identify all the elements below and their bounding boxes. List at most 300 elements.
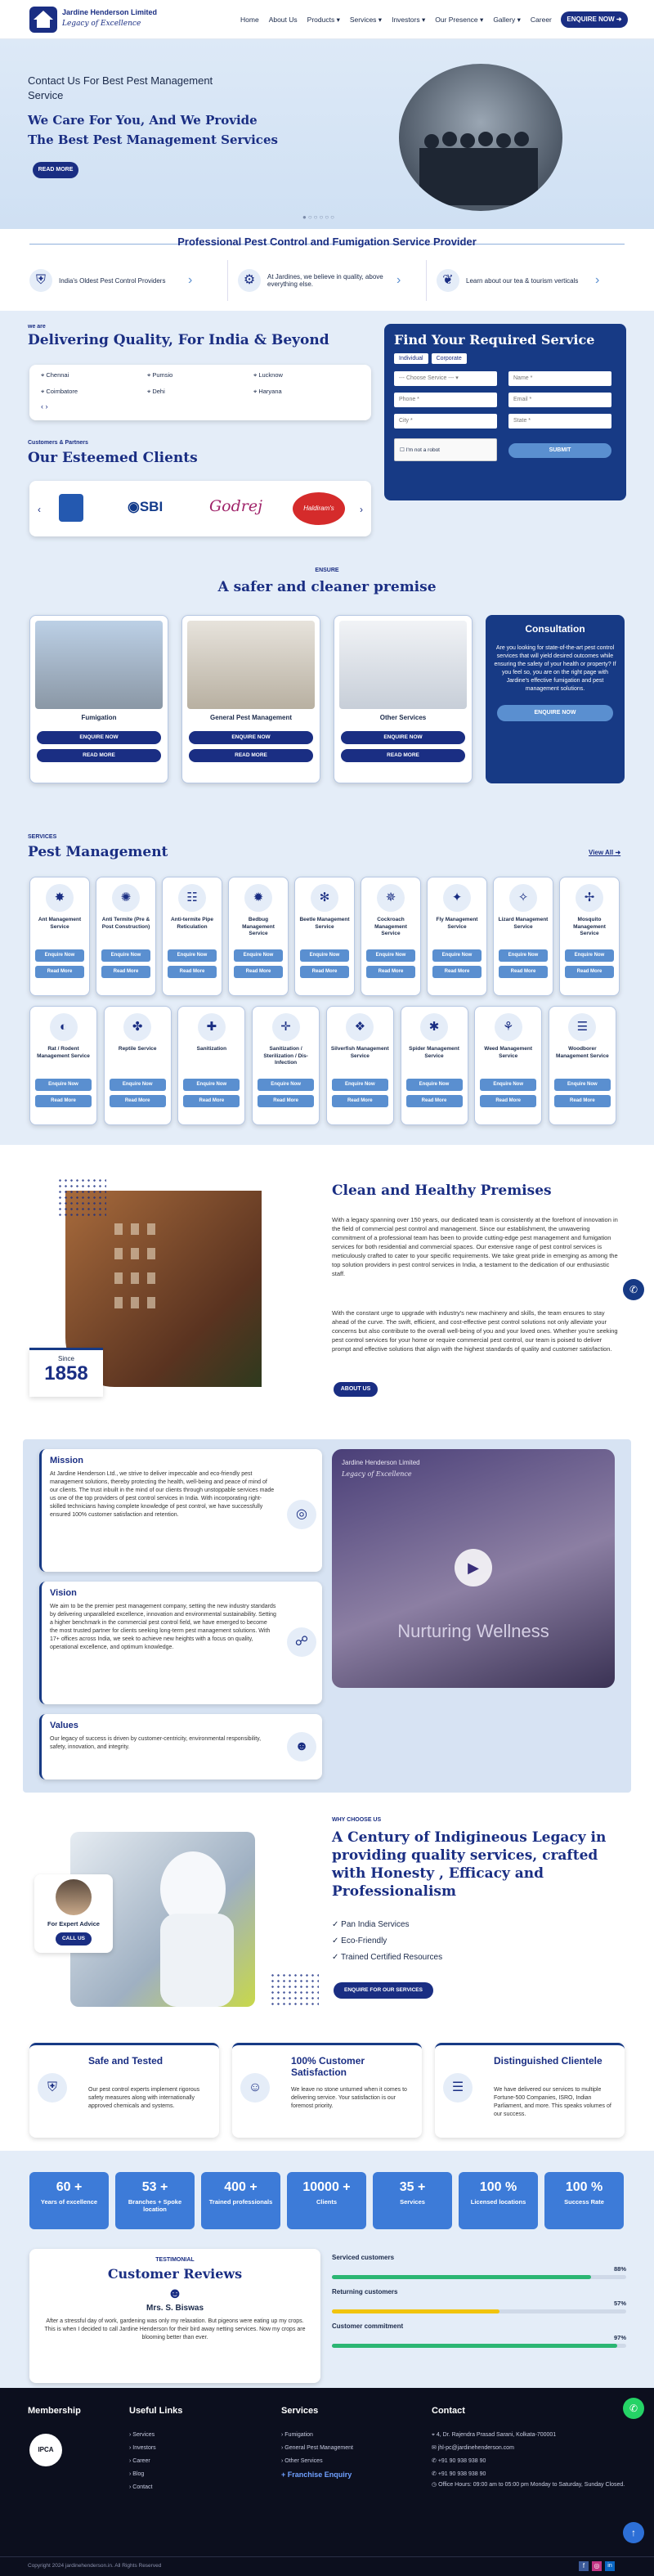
dots-decoration (57, 1178, 106, 1218)
stat-label: Services (400, 2198, 425, 2206)
pest-icon: ✵ (377, 884, 405, 912)
reviews-title: Customer Reviews (107, 2266, 243, 2282)
service-label: Fly Management Service (436, 917, 478, 930)
main-nav (240, 16, 552, 25)
hero-section (0, 39, 654, 229)
read-more-button[interactable]: Read More (406, 1095, 463, 1107)
phone-link[interactable]: ✆ +91 90 938 938 90 (432, 2458, 486, 2464)
read-more-button[interactable]: Read More (168, 966, 217, 978)
pest-icon: ✻ (311, 884, 338, 912)
pest-icon: ✱ (420, 1013, 448, 1041)
handshake-icon: ☰ (443, 2073, 473, 2103)
nav-about[interactable]: About Us (268, 16, 298, 24)
progress-bar (332, 2322, 626, 2355)
enquire-now-button[interactable]: Enquire Now (35, 949, 84, 962)
values-text: Our legacy of success is driven by customer-centricity, environmental responsibility, safety, innovation, and integrity. (50, 1736, 262, 1750)
service-label: Sanitization / Sterilization / Dis-Infection (263, 1046, 308, 1066)
progress-bar (332, 2254, 626, 2287)
chevron-right-icon: › (188, 273, 193, 287)
stat-number: 35 + (399, 2180, 426, 2194)
pest-section (0, 801, 654, 1145)
scroll-top-icon[interactable]: ↑ (623, 2522, 644, 2543)
provider-title: Professional Pest Control and Fumigation Service Provider (177, 236, 477, 248)
service-card (177, 1006, 245, 1125)
read-more-button[interactable]: Read More (300, 966, 349, 978)
service-label: Bedbug Management Service (242, 917, 275, 936)
state-field[interactable]: State * (508, 414, 611, 429)
read-more-button[interactable]: Read More (234, 966, 283, 978)
franchise-link[interactable]: + Franchise Enquiry (281, 2471, 352, 2479)
team-icon: ☻ (287, 1732, 316, 1761)
city-field[interactable]: City * (394, 414, 497, 429)
hero-slider-dots[interactable]: ●○○○○○ (302, 213, 336, 221)
why-section (0, 1793, 654, 2038)
sbi-logo: ◉SBI (128, 499, 164, 514)
phone-float-icon[interactable]: ✆ (623, 1279, 644, 1300)
enquire-now-button[interactable]: Enquire Now (554, 1079, 611, 1091)
read-more-button[interactable]: Read More (499, 966, 548, 978)
progress-track (332, 2344, 626, 2348)
pest-title: Pest Management (28, 844, 168, 860)
pest-kicker: SERVICES (28, 834, 57, 840)
service-card (29, 1006, 97, 1125)
enquire-services-button[interactable]: ENQUIRE FOR OUR SERVICES (334, 1982, 433, 1999)
stat-label: Trained professionals (208, 2198, 273, 2206)
stat-label: Clients (316, 2198, 337, 2206)
service-label: Cockroach Management Service (374, 917, 407, 936)
video-player[interactable] (332, 1449, 615, 1688)
consultation-title: Consultation (525, 623, 585, 635)
footer-link[interactable]: › Blog (129, 2471, 145, 2477)
service-label: Beetle Management Service (299, 917, 350, 930)
header (0, 0, 654, 39)
service-label: Sanitization (196, 1046, 227, 1052)
city-item[interactable]: ⌖ Pumsio (147, 371, 173, 379)
clients-title: Our Esteemed Clients (28, 450, 198, 466)
service-label: Anti Termite (Pre & Post Construction) (101, 917, 150, 930)
nav-presence[interactable]: Our Presence ▾ (435, 16, 484, 24)
progress-label: Returning customers (332, 2288, 398, 2296)
stat-number: 400 + (224, 2180, 258, 2194)
service-label: Woodborer Management Service (556, 1046, 609, 1059)
safe-card (29, 2043, 219, 2138)
footer-services (281, 2429, 353, 2481)
consultation-card (486, 615, 625, 783)
general-pest-image (187, 621, 315, 709)
stat-number: 10000 + (302, 2180, 351, 2194)
stat-label: Licensed locations (470, 2198, 526, 2206)
footer (0, 2388, 654, 2576)
consultation-text: Are you looking for state-of-the-art pest control services that will yield desired outcomes while ensuring the safety of your health or property? If you feel so, you are on the right page with Jardine's effective fumigation and pest management solutions. (494, 645, 616, 692)
read-more-button[interactable]: Read More (332, 1095, 388, 1107)
stat-tile (115, 2172, 195, 2229)
hero-team-photo (399, 64, 562, 211)
progress-percent: 57% (613, 2300, 626, 2307)
membership-title: Membership (28, 2406, 81, 2416)
ensure-card-label: Other Services (379, 714, 427, 721)
shield-icon: ⛨ (38, 2073, 67, 2103)
call-us-button[interactable]: CALL US (56, 1932, 92, 1945)
links-title: Useful Links (129, 2406, 183, 2416)
ensure-card-fumigation (29, 615, 168, 783)
brand-name: Jardine Henderson Limited (62, 8, 158, 16)
enquire-now-button[interactable]: ENQUIRE NOW (341, 731, 465, 744)
stats-row (29, 2172, 625, 2229)
godrej-logo: Godrej (209, 497, 262, 515)
pest-icon: ❖ (346, 1013, 374, 1041)
progress-fill (332, 2275, 591, 2279)
clean-title: Clean and Healthy Premises (332, 1183, 552, 1199)
service-label: Weed Management Service (484, 1046, 533, 1059)
phone-field[interactable]: Phone * (394, 393, 497, 407)
read-more-button[interactable]: Read More (565, 966, 614, 978)
why-kicker: WHY CHOOSE US (332, 1817, 382, 1823)
enquire-now-button[interactable]: Enquire Now (480, 1079, 536, 1091)
read-more-button[interactable]: Read More (554, 1095, 611, 1107)
vision-text: We aim to be the premier pest management company, setting the new industry standards by delivering unparalleled excellence, innovation and environmental sustainability. Setting a higher benchmark in the commercial pest control field, we have emerged to become the most trusted partner for clients seeking long-term pest management solutions. With 17+ offices across India, we seek to achieve new heights with a focus on quality, operational excellence, and optimum knowledge. (50, 1604, 276, 1650)
service-card (427, 877, 487, 996)
expert-advice-card (34, 1874, 113, 1953)
mission-title: Mission (50, 1456, 83, 1465)
enquire-now-button[interactable]: ENQUIRE NOW (37, 731, 161, 744)
clients-kicker: Customers & Partners (28, 440, 88, 446)
progress-fill (332, 2344, 617, 2348)
form-tabs (394, 353, 467, 364)
ensure-card-other (334, 615, 473, 783)
service-card (474, 1006, 542, 1125)
clean-paragraph-2: With the constant urge to upgrade with industry's new machinery and skills, the team ensures to stay ahead of the curve. The swift, efficient, and cost-effective pest control solutions not only alleviate your concerns but also contribute to the overall well-being of you and your loved ones. Whether you're seeking pest control services for your home or require commercial pest control, our team is poised to deliver prompt and effective solutions that align with the highest standards of quality and customer satisfaction. (332, 1309, 618, 1353)
feature-cards-section (0, 2038, 654, 2151)
pest-icon: ✦ (443, 884, 471, 912)
footer-link[interactable]: › Investors (129, 2445, 156, 2451)
read-more-button[interactable]: Read More (366, 966, 415, 978)
hero-title-2: The Best Pest Management Services (28, 132, 278, 147)
email-link[interactable]: ✉ jhl-pc@jardinehenderson.com (432, 2445, 514, 2451)
footer-service-link[interactable]: › General Pest Management (281, 2445, 353, 2451)
contact-title: Contact (432, 2406, 465, 2416)
enquire-now-button[interactable]: Enquire Now (258, 1079, 314, 1091)
service-card (401, 1006, 468, 1125)
logo-icon[interactable] (29, 7, 57, 33)
facebook-icon[interactable]: f (579, 2561, 589, 2571)
enquire-now-button[interactable]: Enquire Now (234, 949, 283, 962)
pest-icon: ✛ (272, 1013, 300, 1041)
address-item: ⌖ 4, Dr. Rajendra Prasad Sarani, Kolkata-700001 (432, 2432, 557, 2438)
service-label: Silverfish Management Service (330, 1046, 389, 1059)
mvv-section (23, 1439, 631, 1793)
hero-title-1: We Care For You, And We Provide (28, 113, 258, 128)
delivery-title: Delivering Quality, For India & Beyond (28, 332, 329, 348)
name-field[interactable]: Name * (508, 371, 611, 386)
clientele-card (435, 2043, 625, 2138)
enquire-now-button[interactable]: Enquire Now (366, 949, 415, 962)
choose-service-select[interactable]: --- Choose Service --- ▾ (394, 371, 497, 386)
stat-number: 100 % (479, 2180, 517, 2194)
hero-read-more-button[interactable]: READ MORE (33, 162, 78, 178)
enquire-now-button[interactable]: Enquire Now (332, 1079, 388, 1091)
ipca-logo: IPCA (29, 2434, 62, 2466)
city-item[interactable]: ⌖ Lucknow (253, 371, 283, 379)
read-more-button[interactable]: Read More (35, 1095, 92, 1107)
pest-icon: ✤ (123, 1013, 151, 1041)
footer-service-link[interactable]: › Fumigation (281, 2432, 313, 2438)
chevron-right-icon: › (396, 273, 401, 287)
email-field[interactable]: Email * (508, 393, 611, 407)
nav-investors[interactable]: Investors ▾ (392, 16, 426, 24)
captcha-box[interactable]: ☐ I'm not a robot (394, 438, 497, 461)
ensure-title: A safer and cleaner premise (217, 579, 437, 595)
pest-grid (29, 877, 625, 1130)
progress-bar (332, 2288, 626, 2321)
play-icon[interactable]: ▶ (455, 1549, 492, 1586)
stat-tile (29, 2172, 109, 2229)
reviewer-name: Mrs. S. Biswas (146, 2304, 204, 2313)
useful-links (129, 2429, 156, 2494)
progress-percent: 88% (613, 2265, 626, 2273)
city-item[interactable]: ⌖ Chennai (41, 371, 69, 379)
enquire-now-button[interactable]: ENQUIRE NOW (189, 731, 313, 744)
satisfaction-card (232, 2043, 422, 2138)
read-more-button[interactable]: READ MORE (189, 749, 313, 762)
instagram-icon[interactable]: ◎ (592, 2561, 602, 2571)
clean-paragraph-1: With a legacy spanning over 150 years, our dedicated team is consistently at the forefront of innovation in the field of commercial pest control and management. Since our establishment, the unwavering commitment of a professional team has been to provide cutting-edge pest management and fumigation services for both residential and commercial spaces. Our extensive range of pest control services is meticulously crafted to cater to your specific requirements. We take great pride in emerging as among the top solution providers in pest control services in India, a testament to the dedication of our enthusiastic staff. (332, 1216, 618, 1277)
enquire-now-button[interactable]: Enquire Now (168, 949, 217, 962)
footer-link[interactable]: › Services (129, 2432, 155, 2438)
ensure-kicker: ENSURE (315, 568, 339, 573)
stat-label: Success Rate (564, 2198, 604, 2206)
why-point: ✓ Trained Certified Resources (332, 1953, 443, 1962)
enquire-now-button[interactable]: Enquire Now (35, 1079, 92, 1091)
stat-tile (544, 2172, 624, 2229)
ensure-card-label: Fumigation (81, 714, 117, 721)
since-year: 1858 (44, 1362, 88, 1384)
safe-title: Safe and Tested (88, 2055, 164, 2067)
read-more-button[interactable]: READ MORE (37, 749, 161, 762)
provider-features (29, 260, 625, 301)
cities-arrows[interactable]: ‹ › (41, 402, 48, 411)
since-badge (29, 1348, 103, 1397)
expert-label: For Expert Advice (47, 1920, 100, 1928)
read-more-button[interactable]: Read More (110, 1095, 166, 1107)
video-tagline: Legacy of Excellence (342, 1470, 412, 1478)
values-title: Values (50, 1721, 78, 1730)
about-us-button[interactable]: ABOUT US (334, 1382, 378, 1397)
feature-text-3: Learn about our tea & tourism verticals (466, 276, 579, 285)
pest-icon: ☰ (568, 1013, 596, 1041)
pest-icon: ✧ (509, 884, 537, 912)
review-text: After a stressful day of work, gardening was only my relaxation. But pigeons were eating up my crops. This is when I decided to call Jardine Henderson for their bird away netting services. Now my crops are blooming better than ever. (44, 2318, 306, 2340)
vision-card (39, 1582, 322, 1704)
chevron-right-icon: › (595, 273, 600, 287)
feature-oldest[interactable] (29, 260, 228, 301)
satisfaction-text: We leave no stone unturned when it comes to delivering service. Your satisfaction is our foremost priority. (291, 2087, 407, 2109)
stat-number: 60 + (56, 2180, 83, 2194)
enquire-now-button[interactable]: Enquire Now (565, 949, 614, 962)
service-label: Mosquito Management Service (573, 917, 606, 936)
read-more-button[interactable]: Read More (101, 966, 150, 978)
stat-label: Branches + Spoke location (128, 2198, 182, 2213)
footer-link[interactable]: › Career (129, 2458, 150, 2464)
nav-products[interactable]: Products ▾ (307, 16, 340, 24)
service-card (361, 877, 421, 996)
read-more-button[interactable]: Read More (183, 1095, 240, 1107)
enquire-now-button[interactable]: Enquire Now (110, 1079, 166, 1091)
clientele-title: Distinguished Clientele (494, 2055, 602, 2067)
enquire-now-button[interactable]: Enquire Now (499, 949, 548, 962)
enquire-now-button[interactable]: Enquire Now (101, 949, 150, 962)
pest-icon: ◐ (50, 1013, 78, 1041)
read-more-button[interactable]: Read More (258, 1095, 314, 1107)
service-label: Spider Management Service (409, 1046, 459, 1059)
vision-title: Vision (50, 1588, 77, 1598)
pest-icon: ✹ (244, 884, 272, 912)
service-form (384, 324, 626, 500)
stat-tile (373, 2172, 452, 2229)
review-card (29, 2249, 320, 2383)
progress-label: Customer commitment (332, 2322, 404, 2330)
why-point: ✓ Pan India Services (332, 1920, 410, 1929)
chevron-left-icon[interactable]: ‹ (38, 504, 41, 515)
feature-text-2: At Jardines, we believe in quality, above everything else. (267, 273, 383, 288)
read-more-button[interactable]: READ MORE (341, 749, 465, 762)
service-card (326, 1006, 394, 1125)
service-card (162, 877, 222, 996)
stat-number: 100 % (565, 2180, 603, 2194)
footer-service-link[interactable]: › Other Services (281, 2458, 323, 2464)
pest-icon: ⚘ (495, 1013, 522, 1041)
delivery-section (0, 311, 654, 556)
stat-tile (287, 2172, 366, 2229)
safe-text: Our pest control experts implement rigorous safety measures along with internationally approved chemicals and systems. (88, 2087, 200, 2109)
footer-divider (0, 2556, 654, 2557)
provider-section (0, 229, 654, 311)
phone-link[interactable]: ✆ +91 90 938 938 90 (432, 2471, 486, 2477)
service-card (559, 877, 620, 996)
pest-icon: ✢ (576, 884, 603, 912)
hero-kicker: Contact Us For Best Pest Management Service (28, 74, 213, 101)
service-card (29, 877, 90, 996)
reviews-kicker: TESTIMONIAL (155, 2257, 195, 2263)
tab-individual[interactable]: Individual (394, 353, 428, 364)
stat-tile (459, 2172, 538, 2229)
nav-career[interactable]: Career (530, 16, 552, 24)
leaf-icon: ❦ (437, 269, 459, 292)
consultation-enquire-button[interactable]: ENQUIRE NOW (497, 705, 613, 721)
service-card (294, 877, 355, 996)
philips-logo (59, 494, 83, 522)
read-more-button[interactable]: Read More (432, 966, 482, 978)
enquire-now-button[interactable]: Enquire Now (300, 949, 349, 962)
service-card (96, 877, 156, 996)
avatar (56, 1879, 92, 1915)
clientele-text: We have delivered our services to multiple Fortune-500 Companies, ISRO, Indian Parliament, and more. This speaks volumes of our success. (494, 2087, 611, 2117)
why-points (332, 1917, 442, 1966)
user-icon: ☺ (240, 2073, 270, 2103)
progress-percent: 97% (613, 2334, 626, 2341)
pest-icon: ✚ (198, 1013, 226, 1041)
social-links (579, 2561, 615, 2571)
chevron-right-icon[interactable]: › (360, 504, 363, 515)
service-label: Reptile Service (118, 1046, 157, 1052)
progress-track (332, 2275, 626, 2279)
service-label: Ant Management Service (38, 917, 82, 930)
values-card (39, 1714, 322, 1779)
feature-quality[interactable] (228, 260, 427, 301)
ensure-card-label: General Pest Management (209, 714, 293, 721)
why-title: A Century of Indigineous Legacy in providing quality services, crafted with Honesty , Efficacy and Professionalism (332, 1829, 607, 1900)
service-card (104, 1006, 172, 1125)
satisfaction-title: 100% Customer Satisfaction (291, 2055, 365, 2078)
city-item[interactable]: ⌖ Haryana (253, 388, 282, 395)
read-more-button[interactable]: Read More (35, 966, 84, 978)
enquire-now-button[interactable]: Enquire Now (406, 1079, 463, 1091)
pest-icon: ✺ (112, 884, 140, 912)
tab-corporate[interactable]: Corporate (432, 353, 467, 364)
whatsapp-icon[interactable]: ✆ (623, 2398, 644, 2419)
progress-bars (332, 2254, 626, 2376)
reviewer-icon: ☻ (167, 2285, 183, 2301)
delivery-kicker: we are (28, 324, 46, 330)
hours-item: ◷ Office Hours: 09:00 am to 05:00 pm Monday to Saturday, Sunday Closed. (432, 2482, 625, 2488)
city-item[interactable]: ⌖ Dehi (147, 388, 165, 395)
pest-icon: ✸ (46, 884, 74, 912)
service-label: Rat / Rodent Management Service (37, 1046, 90, 1059)
nav-gallery[interactable]: Gallery ▾ (493, 16, 521, 24)
target-icon: ◎ (287, 1500, 316, 1529)
service-card (228, 877, 289, 996)
submit-button[interactable]: SUBMIT (508, 443, 611, 458)
progress-fill (332, 2309, 499, 2313)
brand-tagline: Legacy of Excellence (62, 20, 141, 28)
copyright: Copyright 2024 jardinehenderson.in. All Rights Reserved (28, 2563, 162, 2569)
nav-services[interactable]: Services ▾ (349, 16, 383, 24)
feature-tea[interactable] (427, 260, 625, 301)
view-all-link[interactable]: View All ➜ (589, 849, 621, 856)
footer-link[interactable]: › Contact (129, 2484, 153, 2490)
since-label: Since (57, 1355, 74, 1362)
clients-card (29, 481, 371, 536)
video-caption: Nurturing Wellness (397, 1621, 549, 1641)
service-card (493, 877, 553, 996)
enquire-now-button[interactable]: Enquire Now (183, 1079, 240, 1091)
read-more-button[interactable]: Read More (480, 1095, 536, 1107)
mission-text: At Jardine Henderson Ltd., we strive to deliver impeccable and eco-friendly pest management solutions, thereby protecting the health, well-being and peace of mind of our clients. The trust inbuilt in the mind of our clients through unstoppable services made us one of the top providers of pest control services in India. With incorporating right-skilled technicians having complete knowledge of pest control, we have successfully ensured 100% customer satisfaction and retention. (50, 1471, 275, 1518)
stat-number: 53 + (141, 2180, 168, 2194)
stat-tile (201, 2172, 280, 2229)
city-item[interactable]: ⌖ Coimbatore (41, 388, 78, 395)
linkedin-icon[interactable]: in (605, 2561, 615, 2571)
ensure-card-general (181, 615, 320, 783)
form-title: Find Your Required Service (394, 332, 595, 348)
pest-icon: ☷ (178, 884, 206, 912)
enquire-now-button[interactable]: Enquire Now (432, 949, 482, 962)
progress-label: Serviced customers (332, 2254, 395, 2261)
stat-label: Years of excellence (40, 2198, 98, 2206)
mission-card (39, 1449, 322, 1572)
dots-decoration (270, 1972, 319, 2005)
header-enquire-button[interactable]: ENQUIRE NOW ➜ (561, 11, 628, 28)
nav-home[interactable]: Home (240, 16, 259, 24)
service-card (252, 1006, 320, 1125)
contact-info (432, 2429, 628, 2489)
service-label: Lizard Management Service (498, 917, 549, 930)
cities-card (29, 365, 371, 420)
haldirams-logo: Haldiram's (293, 492, 345, 525)
service-card (549, 1006, 616, 1125)
video-brand: Jardine Henderson Limited (342, 1459, 420, 1466)
binoculars-icon: ☍ (287, 1627, 316, 1657)
fumigation-image (35, 621, 163, 709)
